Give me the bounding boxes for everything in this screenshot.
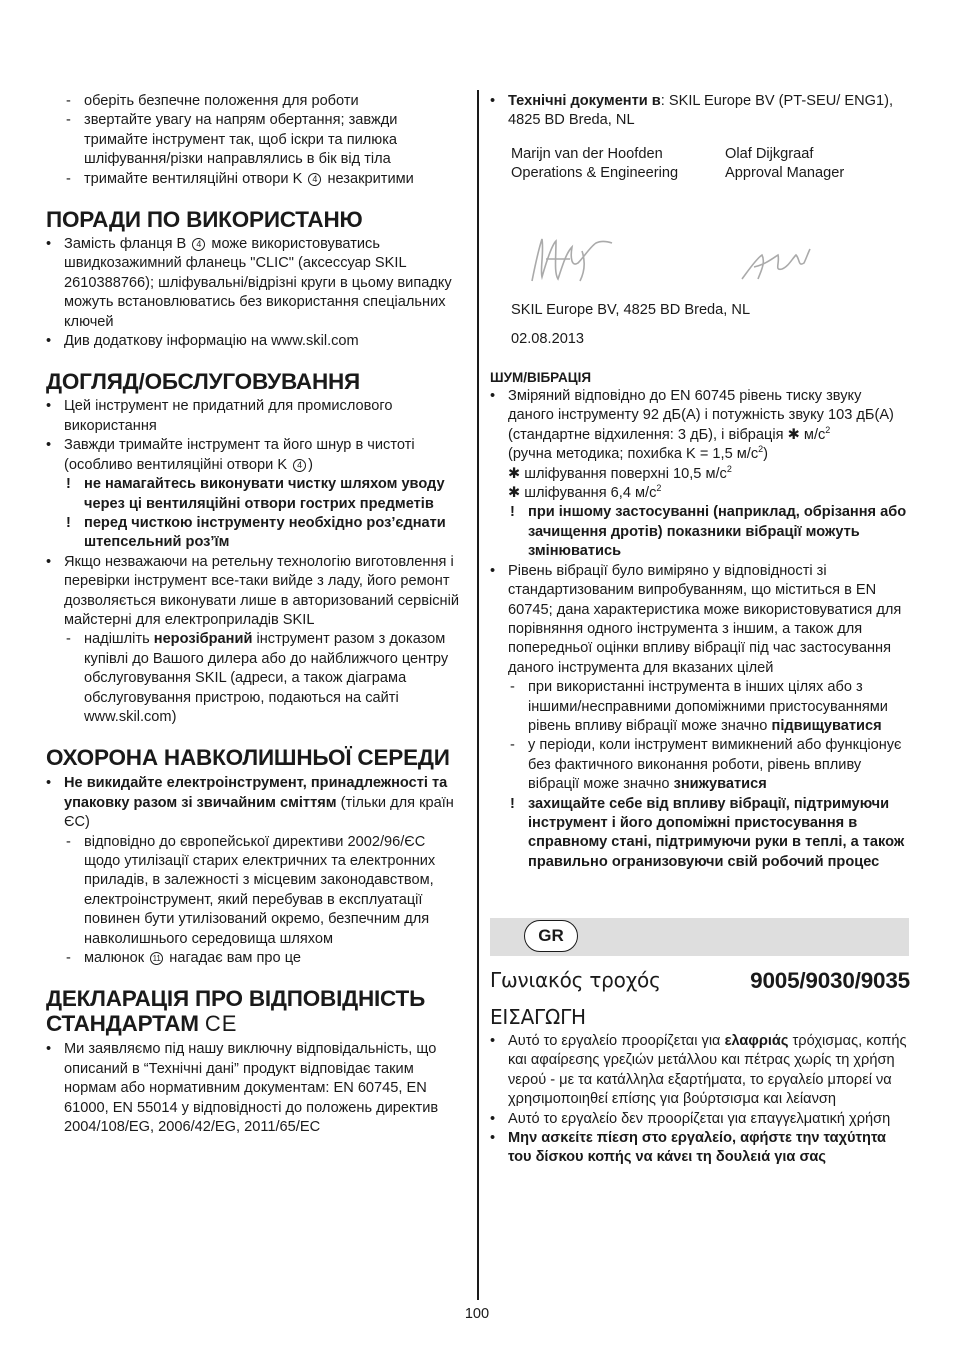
- list-item: • Див додаткову інформацію на www.skil.com: [46, 333, 359, 350]
- right-column: [490, 92, 910, 872]
- signature-block: [490, 141, 910, 281]
- care-heading: ДОГЛЯД/ОБСЛУГОВУВАННЯ: [46, 369, 361, 395]
- declaration-heading: ДЕКЛАРАЦІЯ ПРО ВІДПОВІДНІСТЬ СТАНДАРТАМ CE: [46, 986, 426, 1037]
- signature-2-icon: [738, 245, 812, 285]
- usage-heading: ПОРАДИ ПО ВИКОРИСТАНЮ: [46, 207, 363, 233]
- list-item: - звертайте увагу на напрям обертання; завжди тримайте інструмент так, щоб іскри та пилюка шліфування/різки направлялись в бік від тіла: [66, 112, 398, 168]
- list-item: - при використанні інструмента в інших цілях або з іншими/несправними допоміжними пристосуваннями рівень впливу вібрації може значно підвищуватися: [510, 679, 888, 734]
- warning-item: ! перед чисткою інструменту необхідно роз’єднати штепсельний роз’їм: [66, 514, 446, 551]
- ref-4-icon: 4: [293, 459, 306, 472]
- list-item: • Технічні документи в: SKIL Europe BV (PT-SEU/ ENG1), 4825 BD Breda, NL: [490, 93, 894, 129]
- greek-section: [490, 968, 910, 1168]
- list-item: - у періоди, коли інструмент вимикнений або функціонує без фактичного виконання роботи, рівень впливу вібрації може значно знижуватися: [510, 737, 902, 793]
- asterisk-icon: ✱: [508, 485, 521, 502]
- asterisk-icon: ✱: [787, 426, 800, 443]
- warning-item: ! при іншому застосуванні (наприклад, обрізання або зачищення дротів) показники вібрації можуть змінюватись: [510, 504, 907, 560]
- list-item: • Αυτό το εργαλείο δεν προορίζεται για επαγγελματική χρήση: [490, 1110, 891, 1127]
- noise-heading: ШУМ/ВІБРАЦІЯ: [490, 369, 592, 385]
- list-item: • Μην ασκείτε πίεση στο εργαλείο, αφήστε την ταχύτητα του δίσκου κοπής να κάνει τη δουλειά για σας: [490, 1130, 887, 1166]
- signatory-1: Marijn van der Hoofden Operations & Engineering: [511, 145, 679, 182]
- ref-4-icon: 4: [192, 238, 205, 251]
- page-number: 100: [464, 1306, 490, 1322]
- greek-intro-heading: ΕΙΣΑΓΩΓΗ: [490, 1005, 586, 1029]
- ref-4-icon: 4: [308, 173, 321, 186]
- left-column: [46, 92, 464, 1137]
- ref-11-icon: 11: [150, 952, 163, 965]
- list-item: • Αυτό το εργαλείο προορίζεται για ελαφριάς τρόχισμας, κοπής και αφαίρεσης γρεζιών μετάλλου και πέτρας χωρίς τη χρήση νερού - με τα κατάλληλα εξαρτήματα, το εργαλείο μπορεί να χρησιμοποιηθεί επίσης για βούρτσισμα και λείανση: [490, 1033, 907, 1108]
- language-badge: GR: [524, 920, 578, 952]
- asterisk-icon: ✱: [508, 465, 521, 482]
- environment-heading: ОХОРОНА НАВКОЛИШНЬОЇ СЕРЕДИ: [46, 745, 450, 771]
- list-item: • Замість фланця B 4 може використовуватись швидкозажимний фланець "CLIC" (аксессуар SKIL 2610388766); шліфувальні/відрізні круги в цьому випадку можуть встановлюватись без використання спеціальних ключей: [46, 236, 452, 330]
- warning-item: ! не намагайтесь виконувати чистку шляхом уводу через ці вентиляційні отвори гострих предметів: [66, 476, 445, 512]
- signature-1-icon: [526, 233, 618, 287]
- list-item: - малюнок 11 нагадає вам про це: [66, 950, 302, 967]
- list-item: • Ми заявляємо під нашу виключну відповідальність, що описаний в “Технічні дані” продукт відповідає таким нормам або нормативним документам: EN 60745, EN 61000, EN 55014 у відповідності до положень директив 2004/108/EG, 2006/42/EG, 2011/65/EC: [46, 1041, 439, 1136]
- list-item: • Якщо незважаючи на ретельну технологію виготовлення і перевірки інструмент все-таки вийде з ладу, його ремонт дозволяється виконувати лише в авторизований сервісній майстерні для електроприладів SKIL: [46, 553, 459, 628]
- warning-item: ! захищайте себе від впливу вібрації, підтримуючи інструмент і його допоміжні пристосування в справному стані, підтримуючи руки в теплі, а також правильно огранизовуючи свій робочий процес: [510, 795, 905, 870]
- list-item: • Не викидайте електроінструмент, принадлежності та упаковку разом зі звичайним сміттям (тільки для країн ЄС): [46, 775, 454, 831]
- list-item: • Цей інструмент не придатний для промислового використання: [46, 398, 393, 434]
- list-item: • Зміряний відповідно до EN 60745 рівень тиску звуку даного інструменту 92 дБ(A) і потужність звуку 103 дБ(A) (стандартне відхилення: 3 дБ), і вібрація ✱ $м/с^2$ (ручна методика; похибка K = 1,5 $м/с^2$) ✱ шліфування поверхні 10,5 $м/с^2$ ✱ шліфування 6,4 $м/с^2$: [490, 388, 894, 502]
- greek-title: Γωνιακός τροχός 9005/9030/9035: [490, 968, 910, 993]
- company-line: SKIL Europe BV, 4825 BD Breda, NL: [511, 301, 751, 318]
- column-divider: [477, 90, 479, 1300]
- signatory-2: Olaf Dijkgraaf Approval Manager: [725, 145, 845, 182]
- list-item: • Завжди тримайте інструмент та його шнур в чистоті (особливо вентиляційні отвори K 4 ): [46, 437, 415, 473]
- list-item: - оберіть безпечне положення для роботи: [66, 93, 359, 109]
- list-item: - відповідно до європейської директиви 2002/96/ЄС щодо утилізації старих електричних та електронних приладів, в залежності з місцевим законодавством, електроінструмент, який перебував в експлуатації повинен бути утилізований окремо, безпечним для навколишнього середовища шляхом: [66, 833, 436, 947]
- list-item: • Рівень вібрації було виміряно у відповідності зі стандартизованим випробуванням, що міститься в EN 60745; дана характеристика може використовуватися для порівняння одного інструмента з іншим, а також для попередньої оцінки впливу вібрації під час застосування даного інструмента для вказаних цілей: [490, 562, 902, 676]
- list-item: - надішліть нерозібраний інструмент разом з доказом купівлі до Вашого дилера або до найближчого центру обслуговування SKIL (адреси, а також діаграма обслуговування пристрою, подаються на сайті www.skil.com): [66, 631, 449, 725]
- list-item: - тримайте вентиляційні отвори K 4 незакритими: [66, 170, 414, 187]
- date-line: 02.08.2013: [511, 331, 585, 348]
- ce-mark-icon: CE: [204, 1011, 238, 1037]
